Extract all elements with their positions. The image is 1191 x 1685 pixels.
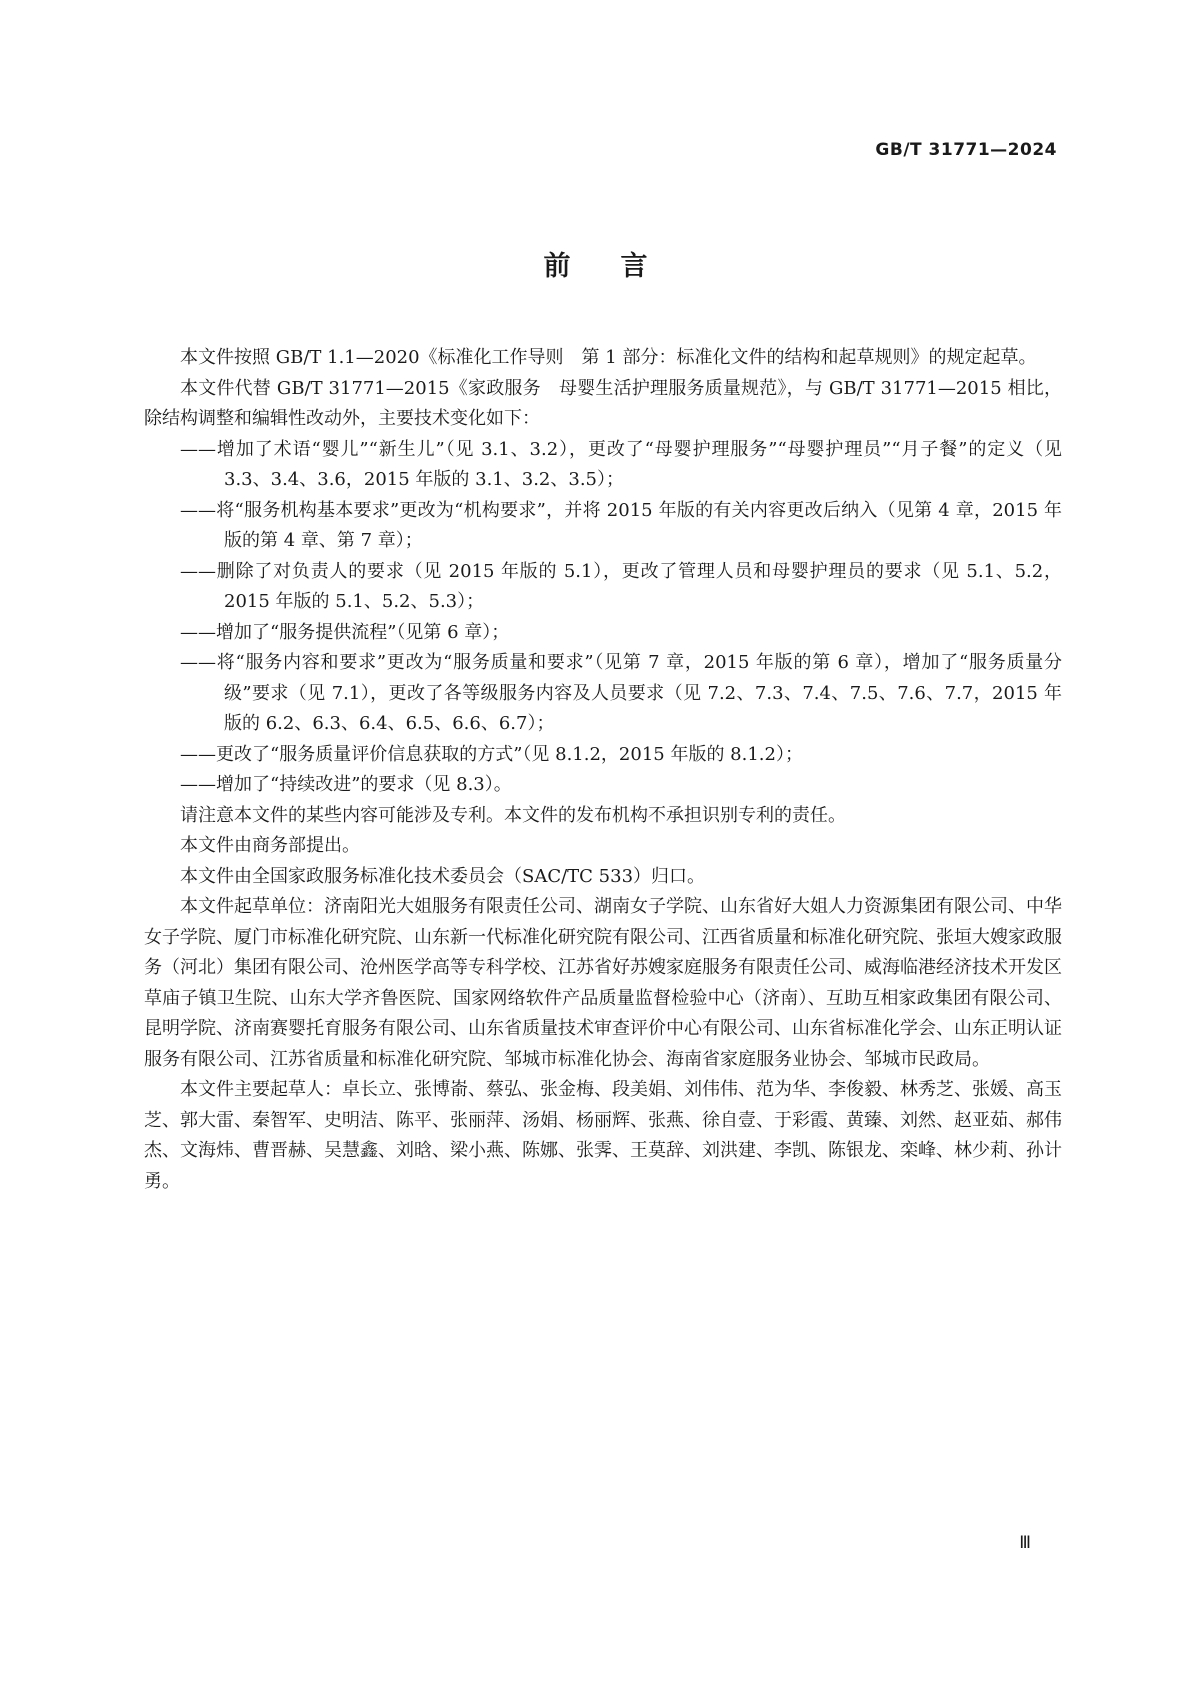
paragraph-replacement: 本文件代替 GB/T 31771—2015《家政服务 母婴生活护理服务质量规范》，与 GB/T 31771—2015 相比，除结构调整和编辑性改动外，主要技术变化如下： (144, 377, 1062, 429)
paragraph-drafting-units: 本文件起草单位：济南阳光大姐服务有限责任公司、湖南女子学院、山东省好大姐人力资源集团有限公司、中华女子学院、厦门市标准化研究院、山东新一代标准化研究院有限公司、江西省质量和标准化研究院、张垣大嫂家政服务（河北）集团有限公司、沧州医学高等专科学校、江苏省好苏嫂家庭服务有限责任公司、威海临港经济技术开发区草庙子镇卫生院、山东大学齐鲁医院、国家网络软件产品质量监督检验中心（济南）、互助互相家政集团有限公司、昆明学院、济南赛婴托育服务有限公司、山东省质量技术审查评价中心有限公司、山东省标准化学会、山东正明认证服务有限公司、江苏省质量和标准化研究院、邹城市标准化协会、海南省家庭服务业协会、邹城市民政局。 (144, 896, 1062, 1070)
foreword-body (144, 343, 1062, 1197)
paragraph-committee: 本文件由全国家政服务标准化技术委员会（SAC/TC 533）归口。 (180, 865, 706, 887)
changes-list (144, 435, 1062, 801)
paragraph-drafting-rules: 本文件按照 GB/T 1.1—2020《标准化工作导则 第 1 部分：标准化文件的结构和起草规则》的规定起草。 (180, 347, 1037, 368)
paragraph-patent-notice: 请注意本文件的某些内容可能涉及专利。本文件的发布机构不承担识别专利的责任。 (180, 804, 846, 826)
paragraph-proposer: 本文件由商务部提出。 (180, 835, 360, 856)
page-number: Ⅲ (1019, 1533, 1031, 1553)
list-item: ——将“服务内容和要求”更改为“服务质量和要求”（见第 7 章，2015 年版的第 6 章），增加了“服务质量分级”要求（见 7.1），更改了各等级服务内容及人员要求（见 7.2、7.3、7.4、7.5、7.6、7.7，2015 年版的 6.2、6.3、6.4、6.5、6.6、6.7）； (180, 652, 1062, 734)
paragraph-drafters: 本文件主要起草人：卓长立、张博嵛、蔡弘、张金梅、段美娟、刘伟伟、范为华、李俊毅、林秀芝、张媛、高玉芝、郭大雷、秦智军、史明洁、陈平、张丽萍、汤娟、杨丽辉、张燕、徐自壹、于彩霞、黄臻、刘然、赵亚茹、郝伟杰、文海炜、曹晋赫、吴慧鑫、刘晗、梁小燕、陈娜、张霁、王莫辞、刘洪建、李凯、陈银龙、栾峰、林少莉、孙计勇。 (144, 1079, 1062, 1192)
list-item: ——增加了术语“婴儿”“新生儿”（见 3.1、3.2），更改了“母婴护理服务”“母婴护理员”“月子餐”的定义（见 3.3、3.4、3.6，2015 年版的 3.1、3.2、3.5）； (180, 438, 1062, 490)
list-item: ——将“服务机构基本要求”更改为“机构要求”，并将 2015 年版的有关内容更改后纳入（见第 4 章，2015 年版的第 4 章、第 7 章）； (180, 499, 1062, 551)
list-item: ——增加了“持续改进”的要求（见 8.3）。 (180, 774, 512, 795)
page-title: 前言 (543, 251, 698, 282)
list-item: ——删除了对负责人的要求（见 2015 年版的 5.1），更改了管理人员和母婴护理员的要求（见 5.1、5.2，2015 年版的 5.1、5.2、5.3）； (180, 560, 1062, 612)
list-item: ——更改了“服务质量评价信息获取的方式”（见 8.1.2，2015 年版的 8.1.2）； (180, 743, 803, 765)
standard-number: GB/T 31771—2024 (875, 140, 1057, 160)
list-item: ——增加了“服务提供流程”（见第 6 章）； (180, 621, 510, 643)
